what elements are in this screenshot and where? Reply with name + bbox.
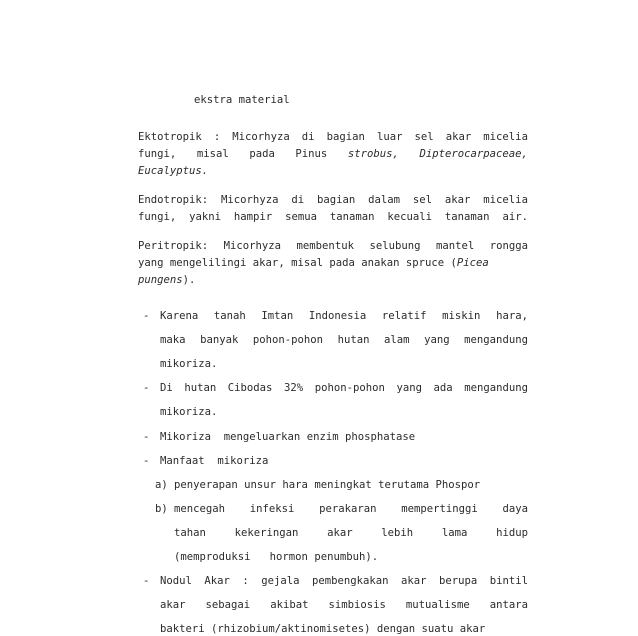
word: Micorhyza — [223, 240, 282, 252]
word: di — [291, 194, 305, 206]
word: rongga — [489, 240, 528, 252]
word: akar — [327, 527, 353, 539]
ekto-line-2 — [138, 147, 528, 161]
b5-line-1 — [160, 574, 528, 588]
word: sebagai — [205, 599, 251, 611]
word: Micorhyza — [221, 194, 279, 206]
section-heading: ekstra material — [194, 94, 290, 106]
word: kekeringan — [234, 527, 299, 539]
word: akar — [160, 599, 186, 611]
word: hutan — [184, 382, 217, 394]
word: air. — [502, 211, 528, 223]
sub-b-marker: b) — [155, 503, 168, 515]
sb-line-1 — [174, 502, 528, 516]
word: pohon-pohon — [314, 382, 385, 394]
word: banyak — [200, 334, 239, 346]
word: mantel — [435, 240, 475, 252]
b1-line-1 — [160, 309, 528, 323]
peri-italic-2: pungens — [138, 274, 183, 286]
word: lama — [441, 527, 468, 539]
ekto-w6: Dipterocarpaceae, — [419, 148, 528, 160]
word: Di — [160, 382, 173, 394]
b5-line-2 — [160, 598, 528, 612]
word: mencegah — [174, 503, 226, 515]
word: yang — [396, 382, 422, 394]
word: yakni — [189, 211, 222, 223]
word: relatif — [381, 310, 427, 322]
word: tanah — [213, 310, 246, 322]
word: ada — [433, 382, 453, 394]
bullet-marker-3: - — [143, 431, 150, 443]
peri-italic-1: Picea — [456, 257, 489, 269]
word: akibat — [270, 599, 309, 611]
word: kecuali — [387, 211, 433, 223]
b1-line-3: mikoriza. — [160, 358, 218, 370]
word: akar — [400, 575, 427, 587]
word: semua — [285, 211, 317, 223]
word: akar — [445, 131, 472, 143]
word: miskin — [442, 310, 481, 322]
b3-line: Mikoriza mengeluarkan enzim phosphatase — [160, 431, 416, 443]
word: sel — [412, 194, 433, 206]
word: mutualisme — [405, 599, 470, 611]
sb-line-3: (memproduksi hormon penumbuh). — [174, 551, 379, 563]
word: Peritropik: — [138, 240, 209, 252]
word: gejala — [261, 575, 300, 587]
ekto-w2: misal — [196, 148, 229, 160]
peri-line-1 — [138, 239, 528, 253]
word: maka — [160, 334, 186, 346]
ekto-w3: pada — [249, 148, 275, 160]
word: mengandung — [464, 382, 528, 394]
word: antara — [489, 599, 528, 611]
word: : — [213, 131, 221, 143]
word: tanaman — [444, 211, 490, 223]
word: membentuk — [296, 240, 354, 252]
word: hidup — [496, 527, 528, 539]
word: bintil — [489, 575, 528, 587]
word: sel — [414, 131, 434, 143]
ekto-line-1 — [138, 130, 528, 144]
peri-text: yang mengelilingi akar, misal pada anakan spruce ( — [138, 257, 457, 269]
word: Endotropik: — [138, 194, 209, 206]
sub-a-marker: a) — [155, 479, 168, 491]
peri-line-2 — [138, 256, 528, 270]
word: : — [242, 575, 249, 587]
word: mempertinggi — [401, 503, 478, 515]
word: dalam — [368, 194, 401, 206]
word: hutan — [337, 334, 370, 346]
b4-line: Manfaat mikoriza — [160, 455, 269, 467]
word: berupa — [438, 575, 478, 587]
word: pembengkakan — [311, 575, 389, 587]
ekto-line-3: Eucalyptus. — [138, 165, 209, 177]
word: bagian — [326, 131, 365, 143]
word: infeksi — [249, 503, 295, 515]
sb-line-2 — [174, 526, 528, 540]
word: Akar — [204, 575, 230, 587]
endo-line-2 — [138, 210, 528, 224]
b2-line-2: mikoriza. — [160, 406, 218, 418]
word: mengandung — [464, 334, 528, 346]
word: yang — [424, 334, 450, 346]
word: simbiosis — [328, 599, 386, 611]
word: bagian — [316, 194, 356, 206]
word: di — [301, 131, 315, 143]
word: 32% — [284, 382, 304, 394]
peri-line-3 — [138, 273, 195, 287]
word: tahan — [174, 527, 206, 539]
word: selubung — [369, 240, 421, 252]
bullet-marker-2: - — [143, 382, 150, 394]
word: fungi, — [138, 211, 177, 223]
ekto-w1: fungi, — [138, 148, 177, 160]
word: Cibodas — [227, 382, 273, 394]
peri-end: ). — [182, 274, 196, 286]
bullet-marker-1: - — [143, 310, 150, 322]
word: Karena — [160, 310, 199, 322]
word: perakaran — [319, 503, 377, 515]
word: Nodul — [160, 575, 192, 587]
word: pohon-pohon — [252, 334, 324, 346]
word: Indonesia — [308, 310, 367, 322]
ekto-w5: strobus, — [347, 148, 399, 160]
word: daya — [502, 503, 528, 515]
word: micelia — [483, 194, 528, 206]
word: Micorhyza — [232, 131, 290, 143]
word: akar — [444, 194, 471, 206]
word: Ektotropik — [138, 131, 202, 143]
word: alam — [384, 334, 410, 346]
word: tanaman — [329, 211, 375, 223]
b5-line-3: bakteri (rhizobium/aktinomisetes) dengan suatu akar — [160, 623, 486, 635]
sub-a-text: penyerapan unsur hara meningkat terutama Phospor — [174, 479, 481, 491]
word: lebih — [381, 527, 414, 539]
endo-line-1 — [138, 193, 528, 207]
word: hampir — [233, 211, 273, 223]
b2-line-1 — [160, 381, 528, 395]
word: micelia — [483, 131, 528, 143]
bullet-marker-5: - — [143, 575, 150, 587]
word: hara, — [496, 310, 528, 322]
word: luar — [376, 131, 403, 143]
word: Imtan — [261, 310, 294, 322]
bullet-marker-4: - — [143, 455, 150, 467]
ekto-w4: Pinus — [295, 148, 328, 160]
b1-line-2 — [160, 333, 528, 347]
